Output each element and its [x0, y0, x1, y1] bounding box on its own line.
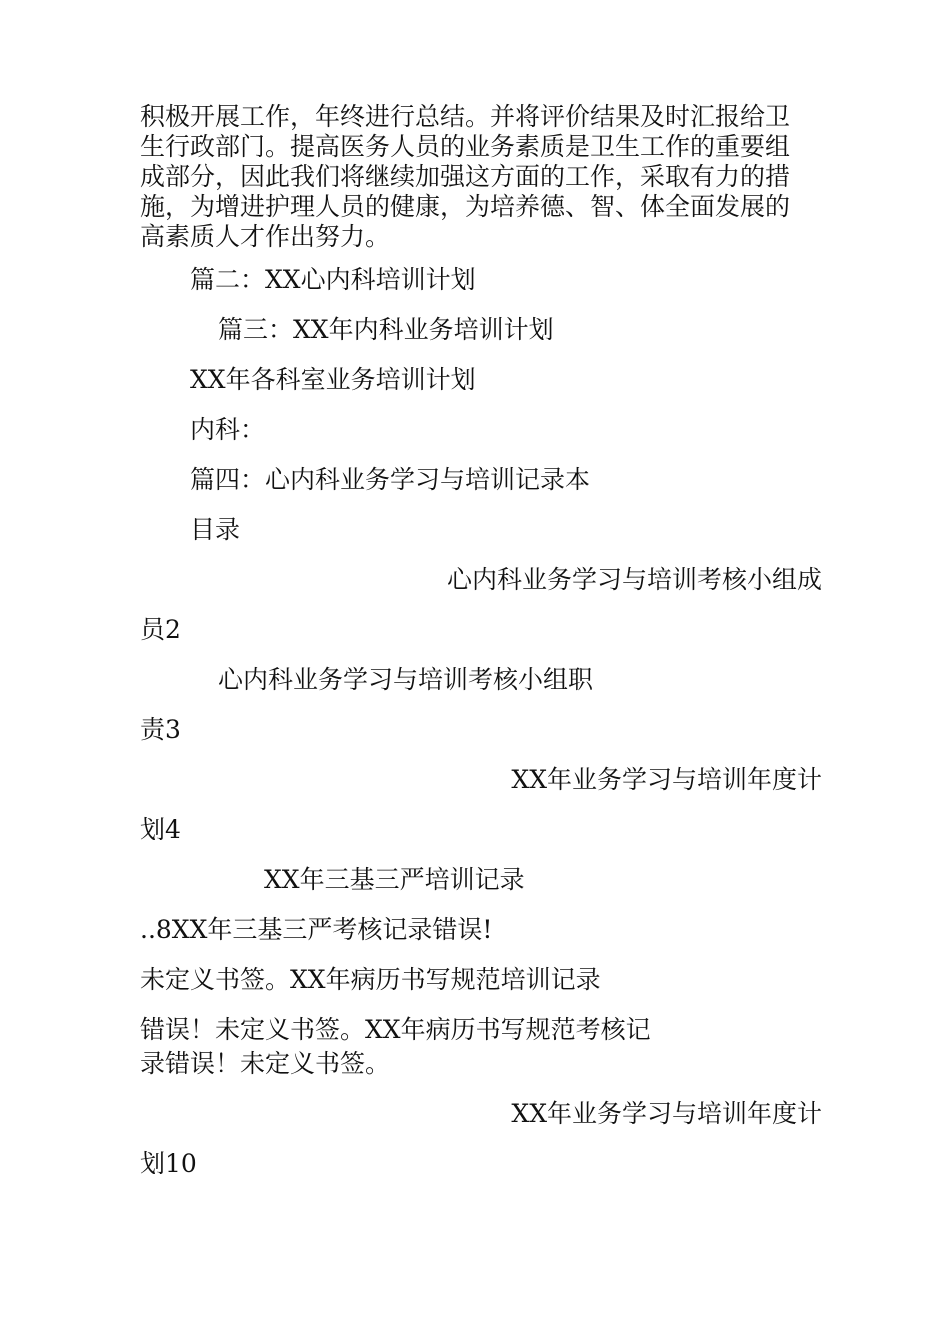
toc-item-3-a: XX年业务学习与培训年度计 [511, 765, 822, 794]
heading-part-two: 篇二：XX心内科培训计划 [190, 265, 476, 294]
toc-item-6: 未定义书签。XX年病历书写规范培训记录 [140, 965, 601, 994]
toc-item-1-a: 心内科业务学习与培训考核小组成 [446, 565, 822, 594]
intro-line: 生行政部门。提高医务人员的业务素质是卫生工作的重要组 [140, 132, 791, 161]
intro-line: 施，为增进护理人员的健康，为培养德、智、体全面发展的 [140, 192, 791, 221]
heading-part-three: 篇三：XX年内科业务培训计划 [218, 315, 554, 344]
heading-dept-plan: XX年各科室业务培训计划 [190, 365, 476, 394]
toc-item-7-b: 录错误！未定义书签。 [140, 1049, 391, 1078]
heading-internal-medicine: 内科： [190, 415, 266, 444]
toc-item-8-a: XX年业务学习与培训年度计 [511, 1099, 822, 1128]
toc-item-2-b: 责3 [140, 715, 181, 744]
toc-title: 目录 [190, 515, 241, 544]
toc-item-8-b: 划10 [140, 1149, 197, 1178]
intro-line: 成部分，因此我们将继续加强这方面的工作，采取有力的措 [140, 162, 791, 191]
toc-item-2-a: 心内科业务学习与培训考核小组职 [218, 665, 594, 694]
intro-paragraph [140, 102, 830, 252]
toc-item-1-b: 员2 [140, 615, 181, 644]
intro-line: 积极开展工作，年终进行总结。并将评价结果及时汇报给卫 [140, 102, 791, 131]
toc-item-7-a: 错误！未定义书签。XX年病历书写规范考核记 [140, 1015, 651, 1044]
intro-line: 高素质人才作出努力。 [140, 222, 391, 251]
heading-part-four: 篇四：心内科业务学习与培训记录本 [190, 465, 591, 494]
toc-item-4: XX年三基三严培训记录 [264, 865, 525, 894]
toc-item-5: ..8XX年三基三严考核记录错误! [140, 915, 493, 944]
toc-item-3-b: 划4 [140, 815, 181, 844]
